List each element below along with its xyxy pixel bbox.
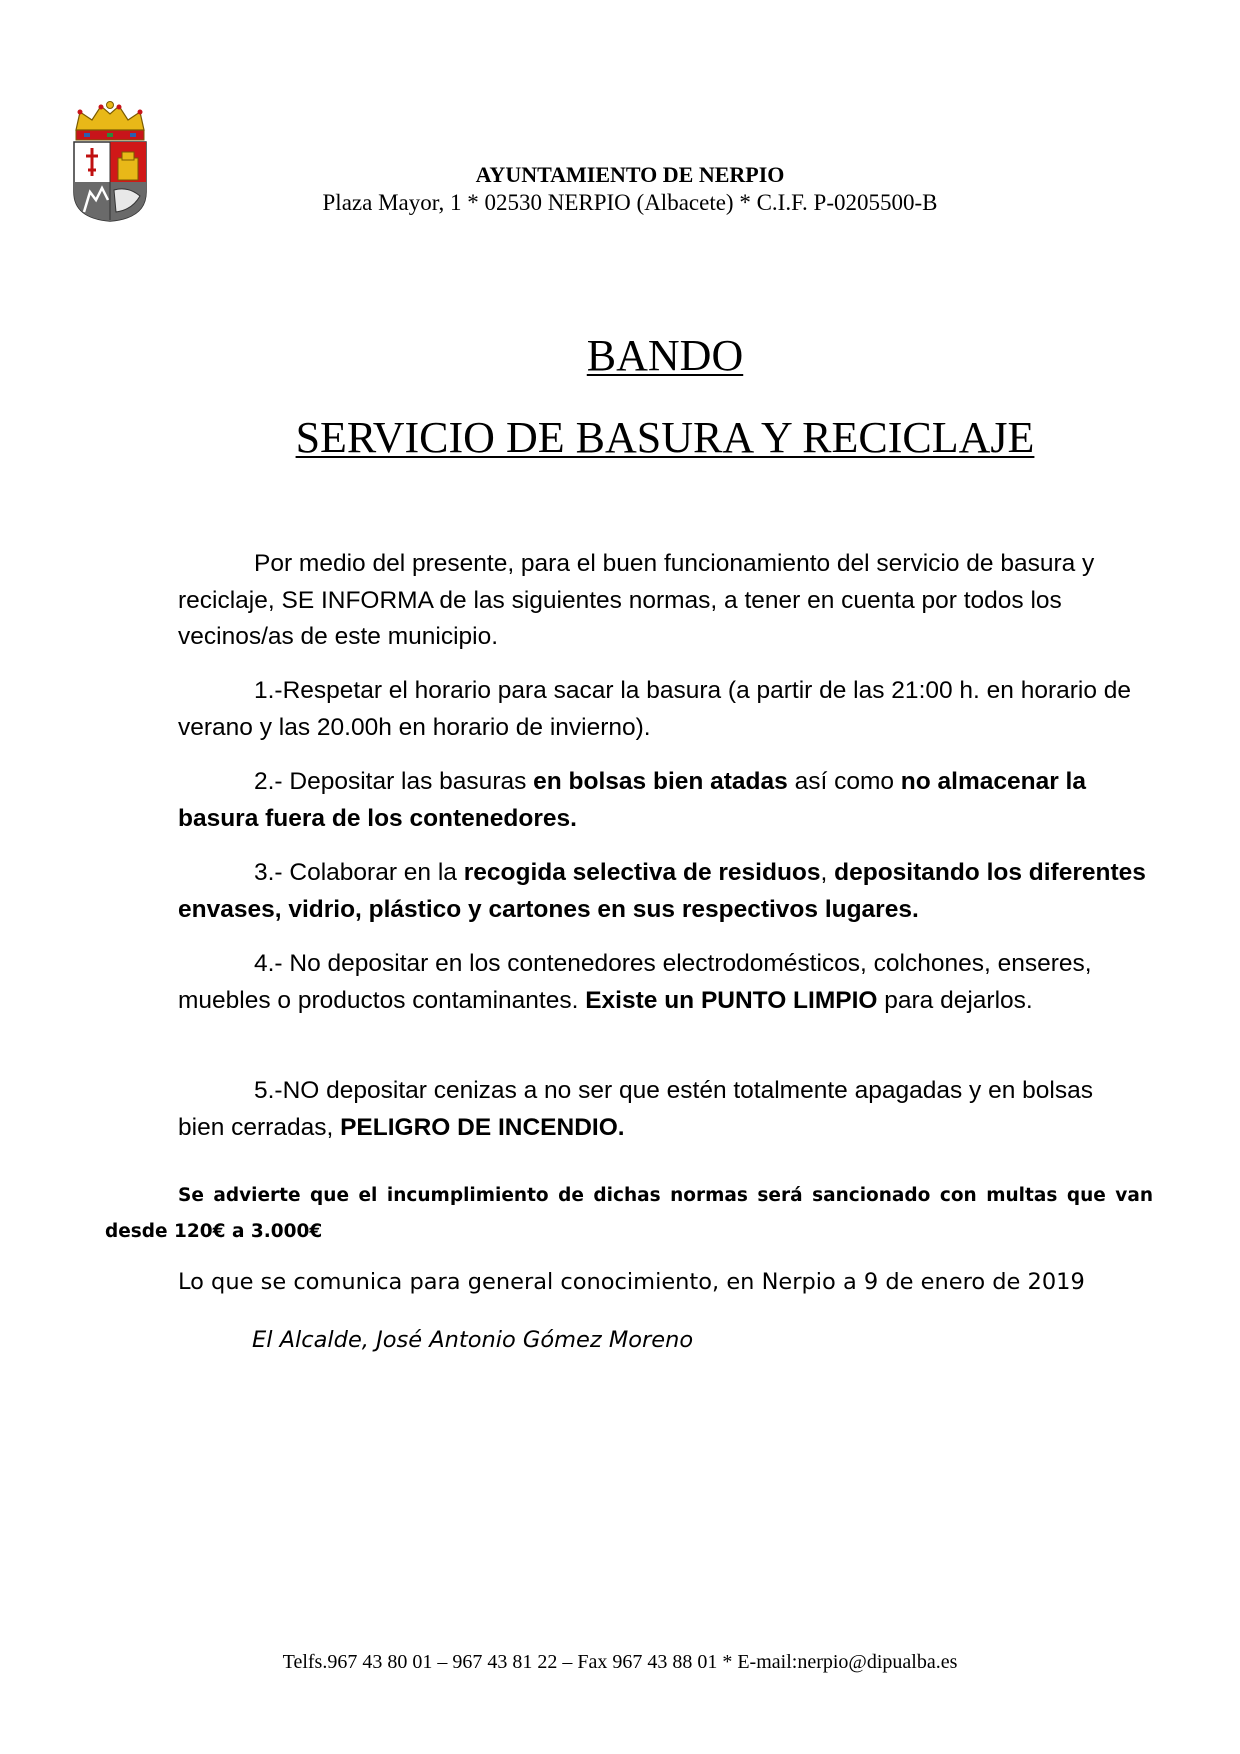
rule-3 <box>178 855 1146 928</box>
intro-text: Por medio del presente, para el buen funcionamiento del servicio de basura y reciclaje, SE INFORMA de las siguientes normas, a tener en cuenta por todos los vecinos/as de este municipio. <box>178 550 1095 650</box>
rule-2-emphasis: en bolsas bien atadas <box>533 768 788 795</box>
rule-5-text: 5.-NO depositar cenizas a no ser que estén totalmente apagadas y en bolsas bien cerradas, <box>178 1077 1093 1141</box>
intro-paragraph <box>178 546 1146 656</box>
rule-5-emphasis: PELIGRO DE INCENDIO. <box>340 1113 625 1141</box>
rule-3-emphasis: recogida selectiva de residuos <box>463 859 821 886</box>
rule-4 <box>178 946 1146 1019</box>
municipal-coat-of-arms-icon <box>70 100 150 222</box>
mayor-signature: El Alcalde, José Antonio Gómez Moreno <box>252 1327 694 1353</box>
closing-statement: Lo que se comunica para general conocimiento, en Nerpio a 9 de enero de 2019 <box>178 1269 1085 1295</box>
rule-4-text: 4.- No depositar en los contenedores electrodomésticos, colchones, enseres, muebles o productos contaminantes. <box>178 950 1092 1014</box>
rule-3-emphasis-2: depositando los diferentes envases, vidrio, plástico y cartones en sus respectivos lugares. <box>178 859 1146 923</box>
municipality-name: AYUNTAMIENTO DE NERPIO <box>475 162 785 187</box>
rule-3-connector: , <box>820 859 835 886</box>
rule-3-text: 3.- Colaborar en la <box>254 859 464 886</box>
footer-contact: Telfs.967 43 80 01 – 967 43 81 22 – Fax 967 43 88 01 * E-mail:nerpio@dipualba.es <box>282 1651 958 1673</box>
shield-icon <box>74 142 146 221</box>
document-title: BANDO <box>586 331 744 380</box>
rule-1 <box>178 673 1146 746</box>
rule-4-emphasis: Existe un PUNTO LIMPIO <box>585 986 878 1014</box>
rule-2-emphasis-2: no almacenar la basura fuera de los contenedores. <box>178 768 1086 832</box>
rule-2 <box>178 764 1146 837</box>
municipality-address: Plaza Mayor, 1 * 02530 NERPIO (Albacete) * C.I.F. P-0205500-B <box>322 190 938 215</box>
rule-2-text: 2.- Depositar las basuras <box>254 768 534 795</box>
crown-icon <box>76 102 144 141</box>
document-subtitle: SERVICIO DE BASURA Y RECICLAJE <box>295 413 1035 462</box>
rule-5 <box>178 1073 1146 1146</box>
penalty-warning: Se advierte que el incumplimiento de dichas normas será sancionado con multas que van desde 120€ a 3.000€ <box>105 1185 1153 1242</box>
rule-1-text: 1.-Respetar el horario para sacar la basura (a partir de las 21:00 h. en horario de verano y las 20.00h en horario de invierno). <box>178 677 1132 741</box>
rule-2-connector: así como <box>787 768 901 795</box>
rule-4-tail: para dejarlos. <box>877 986 1033 1014</box>
